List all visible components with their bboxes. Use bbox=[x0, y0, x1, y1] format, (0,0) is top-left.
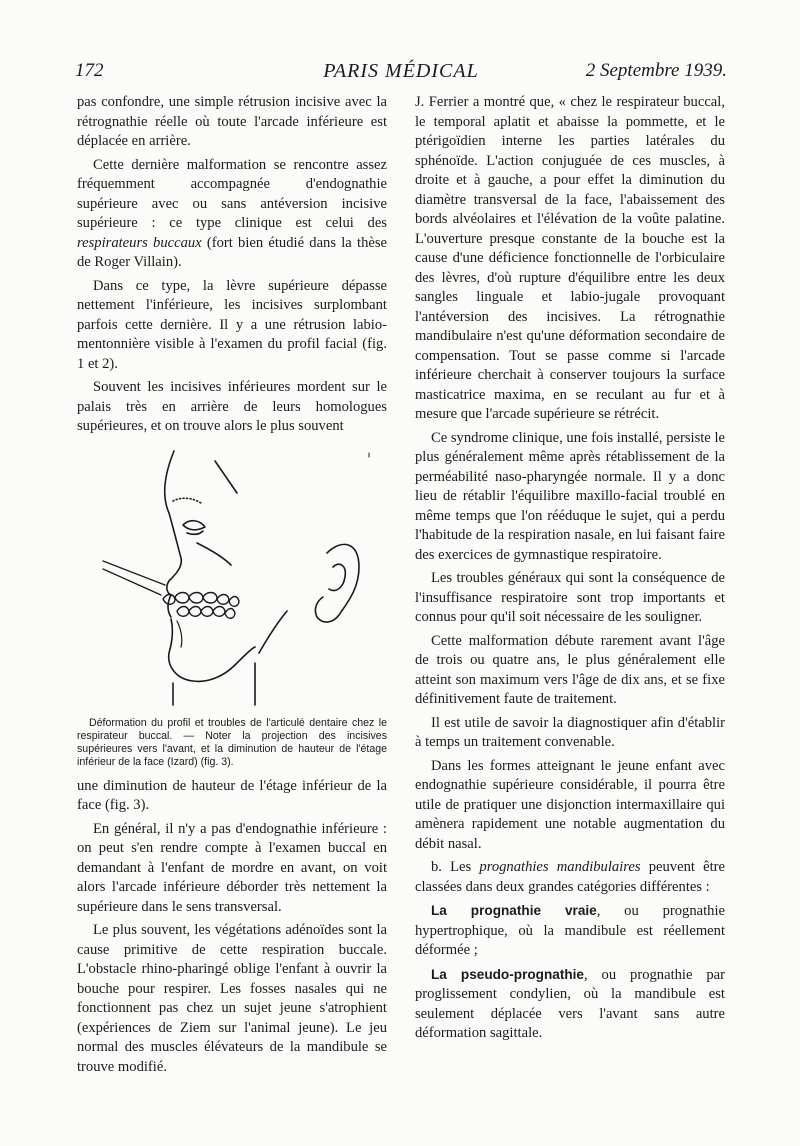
paragraph: Souvent les incisives inférieures mordent sur le palais très en arrière de leurs homologues supérieures, et on trouve alors le plus souvent bbox=[77, 379, 387, 434]
paragraph: Dans ce type, la lèvre supérieure dépasse nettement l'inférieure, les incisives surplombant parfois cette dernière. Il y a une rétrusion labio-mentonnière visible à l'examen du profil facial (fig. 1 et 2). bbox=[77, 277, 387, 372]
face-profile-illustration bbox=[77, 443, 387, 711]
paragraph: Cette dernière malformation se rencontre assez fréquemment accompagnée d'endognathie supérieure avec ou sans antéversion incisive supérieure : ce type clinique est celui des respirateurs buccaux (fort bien étudié dans la thèse de Roger Villain). bbox=[77, 156, 387, 270]
figure-caption: Déformation du profil et troubles de l'articulé dentaire chez le respirateur buccal. — Noter la projection des incisives supérieures vers l'avant, et la diminution de hauteur de l'étage inférieur de la face (Izard) (fig. 3). bbox=[77, 716, 387, 768]
paragraph: Le plus souvent, les végétations adénoïdes sont la cause primitive de cette respiration buccale. L'obstacle rhino-pharingé oblige l'enfant à ouvrir la bouche pour respirer. Les fosses nasales qui ne fonctionnent pas chez un sujet jeune s'atrophient (expériences de Ziem sur l'animal jeune). Le jeu normal des muscles élévateurs de la mandibule se trouve modifié. bbox=[77, 922, 387, 1075]
right-column bbox=[415, 93, 725, 1048]
paragraph: J. Ferrier a montré que, « chez le respirateur buccal, le temporal aplatit et abaisse la pommette, et le ptérigoïdien interne les parties latérales du sphénoïde. L'action conjuguée de ces muscles, à droite et à gauche, a pour effet la diminution du diamètre transversal de la face, l'abaissement des bords alvéolaires et l'élévation de la voûte palatine. L'ouverture presque constante de la bouche est la cause d'une déficience fonctionnelle de l'orbiculaire des lèvres, d'où rupture d'équilibre entre les deux sangles linguale et labio-jugale provoquant l'antéversion des incisives. La rétrognathie mandibulaire n'est qu'une déformation secondaire de compensation. Tout se passe comme si l'arcade inférieure cherchait à conserver toujours la surface masticatrice maxima, en se reculant au fur et à mesure que l'arcade supérieure se rétrécit. bbox=[415, 94, 725, 422]
paragraph: une diminution de hauteur de l'étage inférieur de la face (fig. 3). bbox=[77, 777, 387, 813]
paragraph: b. Les prognathies mandibulaires peuvent être classées dans deux grandes catégories différentes : bbox=[415, 859, 725, 895]
journal-title: PARIS MÉDICAL bbox=[323, 60, 479, 82]
term-bold: La prognathie vraie bbox=[431, 903, 597, 918]
paragraph: Il est utile de savoir la diagnostiquer afin d'établir à temps un traitement convenable. bbox=[415, 714, 725, 750]
left-column bbox=[77, 93, 387, 1081]
emphasis: respirateurs buccaux bbox=[77, 234, 202, 251]
running-header bbox=[75, 60, 727, 86]
paragraph: pas confondre, une simple rétrusion incisive avec la rétrognathie réelle où toute l'arcade inférieure est déplacée en arrière. bbox=[77, 94, 387, 149]
figure-profile-drawing bbox=[77, 443, 387, 711]
paragraph: Les troubles généraux qui sont la conséquence de l'insuffisance respiratoire sont trop importants et connus pour qu'il soit nécessaire de les souligner. bbox=[415, 570, 725, 625]
page-number: 172 bbox=[75, 60, 104, 81]
paragraph: Dans les formes atteignant le jeune enfant avec endognathie supérieure considérable, il pourra être utile de pratiquer une disjonction intermaxillaire qui amènera rapidement une notable augmentation du débit nasal. bbox=[415, 757, 725, 852]
paragraph: Ce syndrome clinique, une fois installé, persiste le plus généralement même après rétablissement de la perméabilité naso-pharyngée normale. Il y a donc lieu de rétablir l'équilibre maxillo-facial troublé en même temps que l'on rééduque le sujet, qui a perdu l'habitude de la respiration nasale, en lui faisant faire des exercices de gymnastique respiratoire. bbox=[415, 429, 725, 563]
paragraph: Cette malformation débute rarement avant l'âge de trois ou quatre ans, le plus généralement elle atteint son maximum vers l'âge de dix ans, et se fixe définitivement faute de traitement. bbox=[415, 632, 725, 707]
paragraph: La prognathie vraie, ou prognathie hypertrophique, où la mandibule est réellement déformée ; bbox=[415, 903, 725, 958]
paragraph: En général, il n'y a pas d'endognathie inférieure : on peut s'en rendre compte à l'examen buccal en demandant à l'enfant de mordre en avant, on voit alors l'arcade inférieure déborder très nettement la supérieure dans le sens transversal. bbox=[77, 820, 387, 915]
paragraph: La pseudo-prognathie, ou prognathie par proglissement condylien, où la mandibule est seulement déplacée vers l'avant sans autre déformation sagittale. bbox=[415, 966, 726, 1041]
term-bold: La pseudo-prognathie bbox=[431, 966, 584, 982]
emphasis: prognathies mandibulaires bbox=[479, 859, 641, 875]
issue-date: 2 Septembre 1939. bbox=[585, 60, 727, 81]
